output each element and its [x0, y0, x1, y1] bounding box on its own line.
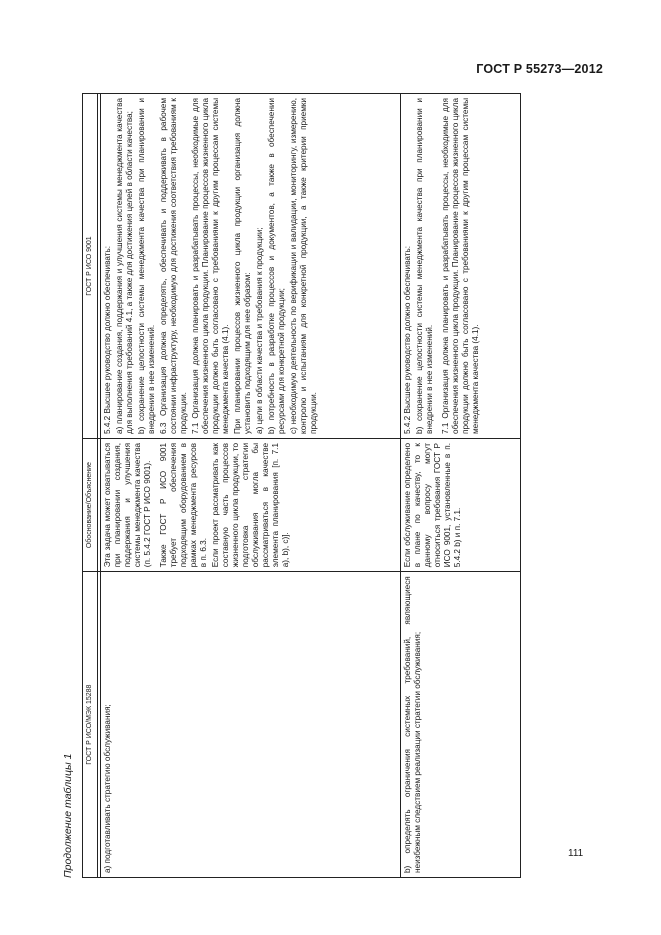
cell-text: 5.4.2 Высшее руководство должно обеспечивать:	[403, 245, 412, 434]
table-cell	[401, 572, 521, 878]
cell-text: b) сохранение целостности системы менеджмента качества при планировании и внедрении в нее изменений.	[415, 98, 434, 434]
cell-text: Также ГОСТ Р ИСО 9001 требует обеспечения подходящим оборудованием в рамках менеджмента ресурсов в п. 6.3.	[159, 442, 208, 568]
cell-text: а) подготавливать стратегию обслуживания;	[103, 704, 112, 873]
table-header-row	[83, 94, 98, 878]
table-cell	[101, 438, 401, 571]
rotated-page-content	[58, 93, 598, 878]
cell-text: Эта задача может охватываться при планировании создания, поддержания и улучшения системы менеджмента качества (п. 5.4.2 ГОСТ Р ИСО 9001).	[103, 442, 152, 568]
cell-text: 7.1 Организация должна планировать и разрабатывать процессы, необходимые для обеспечения жизненного цикла продукции. Планирование процессов жизненного цикла продукции должно быть согласовано с требованиями к другим процессам системы менеджмента качества (4.1).	[441, 98, 480, 434]
document-code: ГОСТ Р 55273—2012	[476, 62, 603, 76]
cell-text: а) планирование создания, поддержания и улучшения системы менеджмента качества для выполнения требований 4.1, а также для достижения целей в области качества;	[115, 98, 134, 434]
column-header-rationale: Обоснование/Объяснение	[83, 438, 98, 571]
cell-text: c) необходимую деятельность по верификации и валидации, мониторингу, измерению, контролю и испытаниям для конкретной продукции, а также критерии приемки продукции.	[289, 98, 318, 434]
table-row	[401, 94, 521, 878]
cell-text: b) определять ограничения системных требований, являющиеся неизбежным следствием реализации стратегии обслуживания;	[403, 576, 422, 873]
column-header-iso15288: ГОСТ Р ИСО/МЭК 15288	[83, 572, 98, 878]
cell-text: Если проект рассматривать как составную часть процессов жизненного цикла продукции, то подготовка стратегии обслуживания могла бы рассматриваться в качестве элемента планирования [п. 7.1 а), b), c)].	[211, 442, 290, 568]
table-cell	[401, 94, 521, 439]
cell-text: При планировании процессов жизненного цикла продукции организация должна установить подходящим для нее образом:	[233, 98, 252, 434]
table-cell	[401, 438, 521, 571]
table-caption: Продолжение таблицы 1	[62, 753, 74, 878]
column-header-iso9001: ГОСТ Р ИСО 9001	[83, 94, 98, 439]
cell-text: b) сохранение целостности системы менеджмента качества при планировании и внедрении в нее изменений.	[137, 98, 156, 434]
cell-text: b) потребность в разработке процессов и документов, а также в обеспечении ресурсами для конкретной продукции;	[267, 98, 286, 434]
cell-text: 6.3 Организация должна определять, обеспечивать и поддерживать в рабочем состоянии инфраструктуру, необходимую для достижения соответствия требованиям к продукции.	[159, 98, 188, 434]
table-cell	[101, 94, 401, 439]
page-number: 111	[568, 848, 584, 859]
cell-text: 5.4.2 Высшее руководство должно обеспечивать:	[103, 245, 112, 434]
cell-text: Если обслуживание определено в плане по качеству, то к данному вопросу могут относиться требования ГОСТ Р ИСО 9001, установленные в п. 5.4.2 b) и п. 7.1.	[403, 442, 462, 568]
comparison-table	[82, 93, 521, 878]
table-row	[101, 94, 401, 878]
cell-text: 7.1 Организация должна планировать и разрабатывать процессы, необходимые для обеспечения жизненного цикла продукции. Планирование процессов жизненного цикла продукции должно быть согласовано с требованиями к другим процессам системы менеджмента качества (4.1).	[191, 98, 230, 434]
table-cell	[101, 572, 401, 878]
cell-text: а) цели в области качества и требования к продукции;	[255, 227, 264, 434]
